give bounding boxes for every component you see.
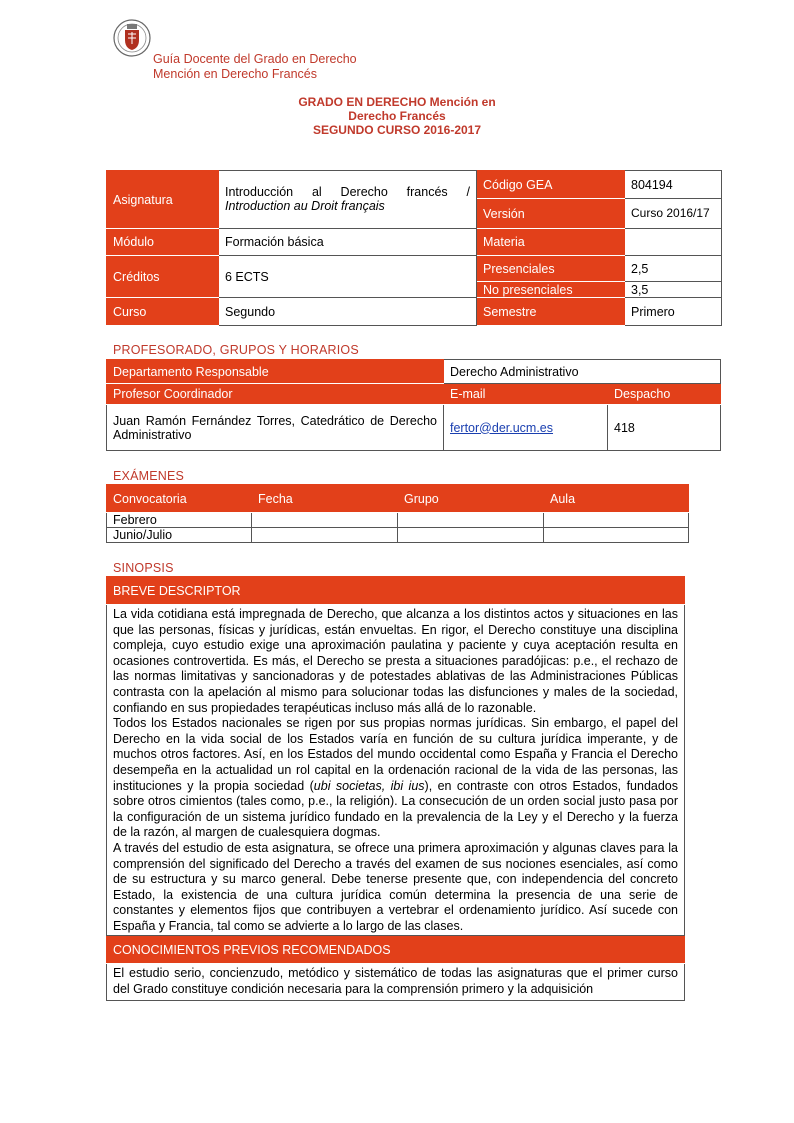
codigo-value: 804194 <box>625 171 722 199</box>
breve-descriptor-label: BREVE DESCRIPTOR <box>107 577 685 605</box>
sinopsis-table <box>106 576 685 1001</box>
profesorado-table <box>106 359 721 451</box>
exam-cell: Junio/Julio <box>107 528 252 543</box>
examenes-heading: EXÁMENES <box>113 469 185 483</box>
creditos-label: Créditos <box>107 256 219 298</box>
presenciales-value: 2,5 <box>625 256 722 282</box>
header-line-1: Guía Docente del Grado en Derecho <box>153 52 357 66</box>
profesorado-heading: PROFESORADO, GRUPOS Y HORARIOS <box>113 343 359 357</box>
col-fecha: Fecha <box>252 485 398 513</box>
asignatura-value-es: Introducción al Derecho francés / <box>225 185 470 199</box>
modulo-value: Formación básica <box>219 229 477 256</box>
asignatura-value <box>219 171 477 229</box>
materia-label: Materia <box>477 229 625 256</box>
subject-info-table <box>106 170 722 326</box>
paragraph-2-text-a: Todos los Estados nacionales se rigen por sus propias normas jurídicas. Sin embargo, el papel del Derecho en la vida social de los Estados varía en función de su cultura jurídica imperante, y de muchos otros factores. Así, en los Estados del mundo occidental como España y Francia el Derecho desempeña en la actualidad un rol capital en la ordenación racional de la vida de las personas, las instituciones y la propia sociedad ( <box>113 716 678 793</box>
breve-descriptor-body <box>107 605 685 936</box>
departamento-value: Derecho Administrativo <box>444 360 721 384</box>
sinopsis-heading: SINOPSIS <box>113 561 174 575</box>
exam-cell: Febrero <box>107 513 252 528</box>
curso-value: Segundo <box>219 298 477 326</box>
coordinador-label: Profesor Coordinador <box>107 384 444 405</box>
university-seal-logo <box>112 16 152 60</box>
version-value: Curso 2016/17 <box>625 199 722 229</box>
descriptor-paragraph-1: La vida cotidiana está impregnada de Derecho, que alcanza a los distintos actos y situaciones en las que las personas, físicas y jurídicas, están envueltas. En rigor, el Derecho constituye una disciplina compleja, cuyo estudio exige una aproximación paulatina y paciente y cuya aceptación resulta en ocasiones controvertida. Es más, el Derecho se presta a situaciones paradójicas: p.e., el rechazo de las normas limitativas y sancionadoras y de potestades ablativas de las Administraciones Públicas contrasta con la apelación al mismo para solucionar todas las disfunciones y males de la sociedad, confiando en sus propiedades terapéuticas incluso más allá de lo razonable. <box>113 607 678 715</box>
col-aula: Aula <box>544 485 689 513</box>
conocimientos-previos-body <box>107 964 685 1000</box>
conocimientos-paragraph: El estudio serio, concienzudo, metódico y sistemático de todas las asignaturas que el primer curso del Grado constituye condición necesaria para la comprensión primero y la adquisición <box>113 966 678 997</box>
col-grupo: Grupo <box>398 485 544 513</box>
exam-cell <box>398 513 544 528</box>
descriptor-paragraph-3: A través del estudio de esta asignatura, se ofrece una primera aproximación y algunas claves para la comprensión del significado del Derecho a través del examen de sus nociones esenciales, así como de su estructura y su marco general. Debe tenerse presente que, con independencia del concreto Estado, la existencia de una cultura jurídica común determina la presencia de una serie de constantes y elementos fijos que contribuyen a vertebrar el ordenamiento jurídico. Así sucede con España y Francia, tal como se advierte a lo largo de las clases. <box>113 840 678 933</box>
table-row <box>107 513 689 528</box>
exam-cell <box>252 513 398 528</box>
despacho-label: Despacho <box>608 384 721 405</box>
col-convocatoria: Convocatoria <box>107 485 252 513</box>
email-label: E-mail <box>444 384 608 405</box>
title-line-1: GRADO EN DERECHO Mención en <box>298 95 496 109</box>
no-presenciales-value: 3,5 <box>625 282 722 298</box>
exam-cell <box>398 528 544 543</box>
examenes-table <box>106 484 689 543</box>
title-line-2: Derecho Francés <box>348 109 446 123</box>
codigo-label: Código GEA <box>477 171 625 199</box>
asignatura-value-fr: Introduction au Droit français <box>225 199 385 213</box>
departamento-label: Departamento Responsable <box>107 360 444 384</box>
table-row <box>107 528 689 543</box>
document-header <box>153 52 357 82</box>
paragraph-2-text-b: ), en contraste con otros Estados, fundados sobre otros cimientos (tales como, p.e., la religión). La consecución de un orden social justo pasa por la configuración de un sistema jurídico fundado en la prevalencia de la Ley y el Derecho y la fuerza de la razón, al margen de cualesquiera dogmas. <box>113 778 679 840</box>
creditos-value: 6 ECTS <box>219 256 477 298</box>
coordinador-value: Juan Ramón Fernández Torres, Catedrático de Derecho Administrativo <box>107 405 444 451</box>
curso-label: Curso <box>107 298 219 326</box>
descriptor-paragraph-2 <box>113 716 678 841</box>
despacho-value: 418 <box>608 405 721 451</box>
exam-cell <box>544 513 689 528</box>
no-presenciales-label: No presenciales <box>477 282 625 298</box>
conocimientos-previos-label: CONOCIMIENTOS PREVIOS RECOMENDADOS <box>107 936 685 964</box>
presenciales-label: Presenciales <box>477 256 625 282</box>
semestre-label: Semestre <box>477 298 625 326</box>
modulo-label: Módulo <box>107 229 219 256</box>
email-link[interactable]: fertor@der.ucm.es <box>450 420 554 435</box>
exam-cell <box>544 528 689 543</box>
exam-cell <box>252 528 398 543</box>
materia-value <box>625 229 722 256</box>
document-title <box>0 95 794 137</box>
header-line-2: Mención en Derecho Francés <box>153 67 317 81</box>
title-line-3: SEGUNDO CURSO 2016-2017 <box>312 123 482 137</box>
email-cell <box>444 405 608 451</box>
paragraph-2-italic: ubi societas, ibi ius <box>313 778 425 793</box>
asignatura-label: Asignatura <box>107 171 219 229</box>
semestre-value: Primero <box>625 298 722 326</box>
version-label: Versión <box>477 199 625 229</box>
